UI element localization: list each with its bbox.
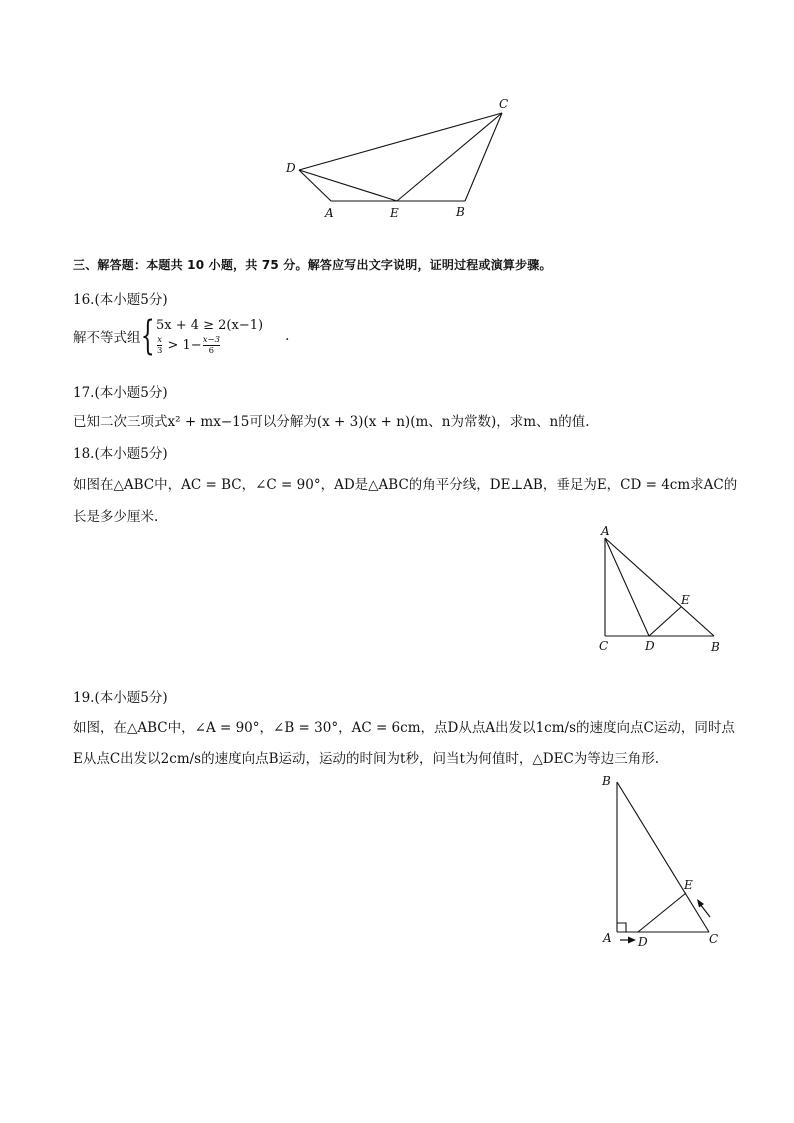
fraction-x-over-3: $\frac{x}{3}$	[156, 334, 163, 356]
label-d: D	[645, 639, 655, 653]
figure-triangle-dabc	[280, 95, 520, 225]
q17-text: 已知二次三项式x² + mx−15可以分解为(x + 3)(x + n)(m、n为常数)，求m、n的值.	[73, 414, 590, 430]
segment-ec	[397, 113, 502, 201]
section-heading: 三、解答题：本题共 10 小题，共 75 分。解答应写出文字说明，证明过程或演算步骤。	[73, 258, 552, 272]
label-e: E	[681, 593, 690, 607]
arrow-d-direction-icon	[620, 937, 636, 944]
segment-ab	[605, 538, 714, 636]
label-d: D	[286, 161, 296, 175]
label-e: E	[390, 206, 399, 220]
label-e: E	[684, 878, 693, 892]
q16-prefix: 解不等式组	[73, 330, 141, 346]
inequality-1: 5x + 4 ≥ 2(x−1)	[155, 317, 264, 333]
label-c: C	[599, 639, 609, 653]
q16-suffix: .	[285, 328, 290, 344]
label-a: A	[325, 206, 334, 220]
segment-de	[649, 607, 681, 636]
segment-ad	[605, 538, 649, 636]
label-b: B	[711, 640, 720, 654]
q17-header: 17.(本小题5分)	[73, 385, 168, 401]
q18-text-line2: 长是多少厘米.	[73, 509, 159, 525]
segment-bc	[465, 113, 502, 201]
system-brace: {	[140, 313, 155, 359]
figure-right-triangle-abc-bisector	[595, 522, 730, 657]
label-a: A	[601, 524, 610, 538]
label-b: B	[456, 205, 465, 219]
segment-dc	[299, 113, 502, 170]
q19-header: 19.(本小题5分)	[73, 690, 168, 706]
right-angle-mark	[617, 923, 626, 932]
q18-header: 18.(本小题5分)	[73, 446, 168, 462]
label-c: C	[709, 932, 719, 946]
q19-text-line2: E从点C出发以2cm/s的速度向点B运动，运动的时间为t秒，问当t为何值时，△DEC为等边三角形.	[73, 751, 660, 767]
segment-de	[638, 893, 686, 932]
segment-de	[299, 170, 397, 201]
q16-body	[73, 313, 290, 359]
q18-text-line1: 如图在△ABC中，AC = BC，∠C = 90°，AD是△ABC的角平分线，DE⊥AB，垂足为E，CD = 4cm求AC的	[73, 477, 738, 493]
q16-header: 16.(本小题5分)	[73, 292, 168, 308]
inequality-2: $\frac{x}{3}$ > 1− $\frac{x-3}{6}$	[156, 334, 221, 356]
arrow-e-direction-icon	[697, 899, 710, 917]
figure-right-triangle-moving-points	[595, 768, 730, 953]
fraction-x-minus-3-over-6: $\frac{x-3}{6}$	[202, 334, 221, 356]
inequality-system	[156, 317, 263, 356]
label-d: D	[638, 935, 648, 949]
label-a: A	[603, 931, 612, 945]
segment-bc	[617, 782, 709, 932]
label-c: C	[499, 97, 509, 111]
q19-text-line1: 如图，在△ABC中，∠A = 90°，∠B = 30°，AC = 6cm，点D从点A出发以1cm/s的速度向点C运动，同时点	[73, 720, 735, 736]
label-b: B	[602, 774, 611, 788]
